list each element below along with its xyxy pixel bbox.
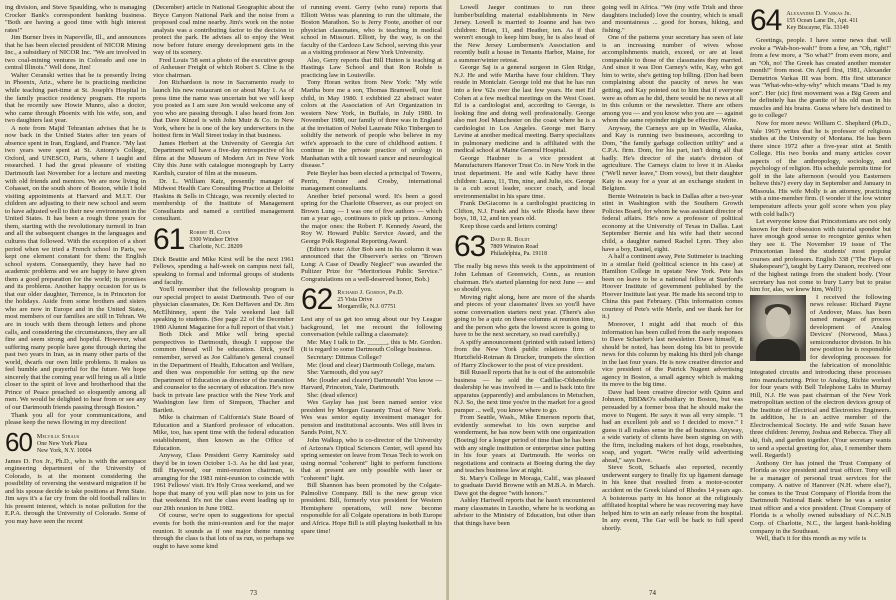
paragraph: John Walkup, who is co-director of the University of Arizona's Optical Sciences Center, will spend his spring semester on leave from Texas Tech to work on using normal "coherent" light to perform functions that at present are only possible with laser or "coherent" light.	[301, 436, 442, 482]
paragraph: One of the patterns your secretary has seen of late is an increasing number of wives whose accomplishments match, exceed, or are at least comparable to those of the classmates they married. And since it was Don Carney's wife, Kay, who got him to write, she's getting top billing. (Don had been complaining about the paucity of news he was getting, and Kay pointed out to him that if everyone were as often as he did, there would be no news at all in this column or the newsletter. There are others among you — and you know who you are — against whom the same rejoinder might be effective. Write.	[602, 34, 743, 125]
paragraph: Dave had been creative director with Quinn and Johnson, BBD&O's subsidiary in Boston, but was persuaded by a former boss that he should make the move to Nugent. He says it was all very simple. "I had an excellent job and so I decided to move." I guess it all makes sense in the ad business. Anyway, a wide variety of clients have been signing on with the firm, including makers of hot dogs, rosebushes, soap, and yogurt. "We're really wild advertising ahead," says Dave.	[602, 388, 743, 464]
address-line: 155 Ocean Lane Dr., Apt. 411	[786, 18, 859, 24]
address-line: 7809 Winston Road	[490, 244, 539, 251]
paragraph: of running event. Gerry (who runs) reports that Elliott Weiss was planning to run the ultimate, the Boston Marathon. So is Jerry Foote, another of our physician classmates, who is teaching in medical school in Missouri. Elliott, by the way, is on the faculty of the Cardozo Law School, serving this year as a visiting professor at New York University.	[301, 4, 442, 57]
secretary-name: David R. Boldt	[490, 237, 531, 244]
paragraph: Keep those cards and letters coming!	[460, 222, 558, 230]
class-year-number: 64	[750, 4, 782, 37]
dialogue-line: She: Yarmouth, did you say?	[307, 369, 383, 377]
class-secretary-address	[189, 230, 242, 251]
paragraph: James Herbert at the University of Georgia Art Department will have a five-day retrospective of his films at the Museum of Modern Art in New York City this June with catalogue monograph by Larry Kardish, curator of film at the museum.	[153, 139, 294, 178]
photo-face	[766, 307, 790, 337]
address-line: Charlotte, N.C. 28209	[189, 243, 243, 250]
paragraph: Jim Burner lives in Naperville, Ill., and announces that he has been elected president of NICOR Mining Inc., a subsidiary of NICOR Inc. "We are involved in two coal-mining ventures in Colorado and one in central Illinois." Well done, Jim!	[5, 34, 146, 72]
paragraph: Tony Horan writes from New York: "My wife Martha bore me a son, Thomas Bramwell, our first child, in May 1980. I exhibited 22 abstract water colors at the Association of Art Organization in western New York, in Buffalo, in July 1980. In November 1980, our family of three was in England at the invitation of Nobel Laureate Niko Tinbergen to solidify the network of people who believe in my wife's approach to the cure of childhood autism. I continue in the private practice of urology in Manhattan with a tilt toward cancer and neurological disease."	[301, 79, 442, 170]
paragraph: Both Dick and Mike will bring special perspectives to Dartmouth, though I suppose the common thread will be education. Dick, you'll remember, served as Joe Califano's general counsel in the Department of Health, Education and Welfare, and then was responsible for setting up the new Department of Education as director of the transition and counselor to the secretary of education. He's now back in private law practice with the New York and Washington law firm of Simpson, Thacher and Bartlett.	[153, 331, 294, 414]
column-4	[454, 4, 595, 586]
class-year-number: 63	[454, 230, 486, 264]
paragraph: Steve Scott, Schaefs also reported, recently underwent surgery to finally fix up ligament damage in his knee that resulted from a motor-scooter accident on the Greek island of Rhodes 14 years ago. A boisterous party in his honor at the religiously affiliated hospital where he was recovering may have helped him to win an early release from the hospital. In any event, The Gar will be back to full speed shortly.	[602, 464, 743, 532]
class-heading-61	[153, 222, 294, 256]
paragraph: George Haubner is a vice president at Manufacturers Hanover Trust Co. in New York in the trust department. He and wife Kathy have three children: Laura, 11, Tim, nine, and Julie, six. George is a cub scout leader, soccer coach, and local environmentalist in his spare time.	[454, 154, 595, 200]
class-secretary-address	[337, 290, 403, 311]
paragraph: Mike is chairman of California's State Board of Education and a Stanford professor of education. Mike, too, has spent time with the federal education establishment, then known as the Office of Education.	[153, 414, 294, 452]
paragraph: Fred Louis '58 sent a photo of the executive group of Anheuser Freight of which Robert S. Cline is the vice chairman.	[153, 56, 294, 79]
address-line: New York, N.Y. 10004	[36, 447, 92, 454]
address-line: 3300 Windsor Drive	[189, 236, 239, 243]
paragraph: Walter Ceranski writes that he is presently living in Phoenix, Ariz., where he is practicing medicine while teaching part-time at St. Joseph's Hospital in the family practice residency program. He reports that he recently saw Howie Munro, also a doctor, who came through Phoenix with his wife, son, and two daughters last year.	[5, 71, 146, 125]
paragraph: Greetings, people. I have some news that will evoke a "Wah-hoo-wah!" from a few, an "Oh, right!" from a few more, a "So what?" from even more, and an "Oh, no! The Greek has created another monster month!" from most. On April first, 1981, Alexander Demetrios Varkas III was born. His first utterance was "What-who-why-why" which means "Dad is my son". Her (sic) first movement was a Big Green and he definitely has the granite of his old man in his muscles and his brains. Guess where he's destined to go to college?	[750, 37, 891, 120]
address-line: One New York Plaza	[36, 440, 88, 447]
paragraph: Lest any of us get too smug about our Ivy League background, let me recount the following conversation (while calling a classmate):	[301, 316, 442, 339]
paragraph: A note from Majid Tehranian advises that he is now back in the United States after ten years of absence spent in Iran, England, and France. "My last two years were spent at St. Antony's College, Oxford, and UNESCO, Paris, where I taught and researched. I had the great pleasure of visiting Dartmouth last November for a lecture and meeting with old friends and mentors. We are now living in Cohasset, on the south shore of Boston, while I hold visiting appointments at Harvard and M.I.T. Our children are adjusting to their new school and seem to have adjusted well to their new environment in the United States. It has been a rough three years for them, starting with the revolutionary turmoil in Iran and all the subsequent changes in the languages and cultures that followed. With the exception of a short period when we tried a French school in Paris, we kept one element constant for them: the English school system. Consequently, they have had no academic problems and we are happy to have given them a good preparation for the world; its promises and its problems. Another happy occasion for us is that our older daughter, Terrence, is in Princeton for the holidays. Aside from some brothers and sisters who are now in Europe and in the United States, most members of our families are still in Tehran. We are in touch with them through letters and phone calls, and considering the circumstances, they are all fine and seem strong and hopeful. However, what suffering many people have gone through during the past two years in Iran, as in many other parts of the world, dwarfs our own little problems. It makes us feel humble and prayerful for the future. We hope sincerely that the coming year will bring us all a little closer to the spirit of love and brotherhood that the Prince of Peace preached so eloquently among all men. We would be delighted to hear from or see any of our Dartmouth friends passing through Boston."	[5, 124, 146, 411]
paragraph: Well, that's it for this month as my wife is	[756, 535, 867, 543]
class-heading-60	[5, 426, 146, 457]
secretary-name: Richard J. Gordon, Ph.D.	[337, 290, 404, 297]
paragraph: Anyway, the Carneys are up in Wasilla, Alaska, and Kay is running two businesses, according to Dom, "the family garbage collection utility" and a C.P.A. firm. Dom, for his part, isn't doing all that badly. He's director of the state's division of agriculture. The Carneys claim to love it in Alaska ("We'll never leave," Dom vows), but their daughter Katy is away for a year at an exchange student in Belgium.	[602, 124, 743, 193]
paragraph: The really big news this week is the appointment of John Lehman of Greenwich, Conn., as reunion chairman. He's started planning for next June — and so should you.	[454, 263, 595, 294]
class-heading-63	[454, 230, 595, 264]
dialogue-line: Me: (loud and clear) Dartmouth College, ma'am.	[307, 361, 436, 369]
column-5	[602, 4, 743, 586]
paragraph: Bill Shannon has been promoted by the Colgate-Palmolive Company. Bill is the new group vice president. Bill, formerly vice president for Western Hemisphere operations, will now become responsible for all Colgate operations in both Europe and Africa. Hope Bill is still playing basketball in his spare time!	[301, 482, 442, 535]
paragraph: George Saj is a general surgeon in Glen Ridge, N.J. He and wife Martha have four children. They reside in Montclair. George told me that he has run into a few '62s over the last few years. He met Ed Cohen at a few medical meetings on the West Coast. Ed is a cardiologist and, according to George, is looking fine and doing well professionally. George also met Joel Manchester on the coast where he is a cardiologist in Los Angeles. George met Barry Levine at another medical meeting. Barry specializes in pulmonary medicine and is affiliated with the medical school at Maine General Hospital.	[454, 64, 595, 155]
paragraph: Frank DeGiacomo is a cardiologist practicing in Clifton, N.J. Frank and his wife Rhoda have three boys, 18, 12, and ten years old.	[454, 200, 595, 223]
class-secretary-address	[37, 434, 92, 455]
paragraph: Moving right along, here are more of the shards and pieces of your classmates' lives so you'll have some conversation starters next year. (There's also going to be a quiz on these columns at reunion time, and the person who gets the lowest score is going to have to be the next secretary, so read carefully.)	[454, 293, 595, 339]
class-year-number: 60	[5, 426, 32, 457]
paragraph: Pete Beyler has been elected a principal of Towers, Perrin, Forster and Crosby, international management consultants.	[301, 170, 442, 193]
address-line: Morganville, N.J. 07751	[337, 304, 397, 311]
paragraph: From Seattle, Wash., Mike Emerson reports that, evidently somewhat to his own surprise and wonderment, he has now been with one organization (Boeing) for a longer period of time than he has been with any single institution or enterprise since putting in his four years at Dartmouth. He works on negotiations and contracts at Boeing during the day and teaches business law at night.	[454, 414, 595, 475]
paragraph: Another brief personal word. It's been a good spring for the Charlotte Observer, as our project on Brown Lung — I was one of five authors — which ran a year ago, continues to pick up prizes. Among the major ones: the Robert F. Kennedy Award, the Roy W. Howard Public Service Award, and the George Polk Regional Reporting Award.	[301, 192, 442, 245]
paragraph: James D. Fox Jr., Ph.D., who is with the aerospace engineering department of the University of Colorado, is at the moment considering the possibility of reversing the westward migration if he and his spouse decide to take positions at Penn State. Jim says it's a far cry from the old football rallies to his present interest, which is noise pollution for the E.P.A. through the University of Colorado. Some of you may have seen the recent	[5, 457, 146, 525]
class-heading-62	[301, 283, 442, 317]
col1-text	[5, 4, 146, 427]
paragraph: Now for more news: William C. Shepherd (Ph.D., Yale 1967) writes that he is professor of religious studies at the University of Montana. He has been there since 1972 after a five-year stint at Smith College. His two books and many articles cover aspects of the anthropology, sociology, and psychology of religion. His schedule permits time for golf in the late afternoon (would you Easterners believe this?) every day in September and January in Missoula. His wife Molly is an attorney, practicing with a nine-member firm. (I wonder if the low winter temperature affects your golf score when you play with cold balls?)	[750, 120, 891, 218]
paragraph: St. Mary's College in Moraga, Calif., was pleased to graduate David Browne with an M.B.A. in March. Dave got the degree "with honors."	[454, 474, 595, 497]
paragraph: You'll remember that the fellowship program is our special project to assist Dartmouth. Two of our physician classmates, Dr. Ken DeHaven and Dr. Jim McElhinney, spent the Yale weekend last fall speaking to students. (See page 22 of the December 1980 Alumni Magazine for a full report of that visit.)	[153, 286, 294, 331]
paragraph: A spiffy announcement (printed with raised letters) from the New York public relations firm of Hurtzfield-Rotman & Drucker, trumpets the election of Harry Zlockower to the post of vice president.	[454, 338, 595, 369]
address-line: Key Biscayne, Fla. 33149	[786, 25, 849, 31]
paragraph: going well in Africa. "We (my wife Trish and three daughters included) love the country, which is small and mountainous ... good for horses, hiking, and fishing."	[602, 4, 743, 34]
paragraph: ing division, and Steve Spaulding, who is managing Crocker Bank's correspondent banking business. "Both are having a good time with high interest rates!"	[5, 4, 146, 34]
paragraph: I received the following news release: Richard Payne of Andover, Mass. has been named manager of process development of Analog Devices' (Norwood, Mass.) semiconductor division. In his new position he is responsible for developing processes for the fabrication of monolithic integrated circuits and introducing these processes into manufacturing. Prior to Analog, Richie worked for four years with Bell Telephone Labs in Murray Hill, N.J. He was past chairman of the New York metropolitan section of the electron devices group of the Institute of Electrical and Electronics Engineers. In addition, he is an active member of the Electrochemical Society. He and wife Susan have three children: Jeremy, Joshua and Rebecca. They all ski, fish, and garden together. (Your secretary wants to send a special greeting for, alas, I remember them well. Regards!)	[750, 293, 891, 460]
paragraph: Also, Gerry reports that Bill Hutton is teaching at Hastings Law School and that Ron Rohde is practicing law in Louisville.	[301, 56, 442, 79]
paragraph: Let everyone know that Princetonians are not only known for their obsession with tutorial spondor but have enough good sense to recognize genius when they see it. The November 19 issue of The Princetonian listed the students' most popular courses and professors. English 338 ("The Plays of Shakespeare"), taught by Larry Danson, received one of the highest ratings from the student body. (Your secretary has not come to bury Larry but to praise him for, alas, we knew him, Well!)	[750, 218, 891, 294]
class-year-number: 62	[301, 283, 333, 317]
dialogue-line: Me: May I talk to Dr. ______, this is Mr. Gordon. (It is regard to some Dartmouth College business.	[301, 338, 442, 354]
class-year-number: 61	[153, 222, 185, 256]
column-2	[153, 4, 294, 586]
paragraph: Bill Russell reports that he is out of the automobile business — he sold the Cadillac-Oldsmobile dealership he was involved in — and is back into fire apparatus (apparently) and ambulances in Metuchen, N.J. So, the next time you're in the market for a good pumper ... well, you know where to go.	[454, 369, 595, 414]
paragraph: Thank you all for your communications, and please keep the news flowing in my direction!	[5, 411, 146, 427]
column-3	[301, 4, 442, 586]
dialogue-line: Secretary: Dittmus College?	[307, 353, 382, 361]
secretary-name: Melville Straus	[36, 433, 80, 440]
paragraph: Jon Richardson is now in Sacramento ready to launch his new restaurant on or about May 1. As of press time the name was uncertain but we will keep you posted as I am sure Jon would welcome any of you who are passing through. I also heard from Jon that Dave Kinzel is with John Muir & Co. in New York, where he is one of the key underwriters in the hottest firm in Wall Street today in that business.	[153, 79, 294, 140]
column-1	[5, 4, 146, 586]
paragraph: Of course, we're open to suggestions for special events for both the mini-reunion and for the major reunion. It sounds as if one major theme running through the class is that lots of us run, so perhaps we ought to have some kind	[153, 512, 294, 550]
column-6	[750, 4, 891, 586]
class-secretary-address	[786, 11, 858, 32]
portrait-block	[750, 294, 891, 460]
secretary-name: Alexander D. Varkas Jr.	[786, 11, 852, 17]
portrait-photo	[750, 295, 806, 361]
paragraph: A half a continent away, Pete Suttmeier is teaching in a similar field (political science in his case) at Hamilton College in upstate New York. Pete has been on leave to be a national fellow at Stanford's Hoover Institute of government published by the Hoover Institute last year. He made his second trip to China this past February. (This information comes courtesy of Pete's wife Merle, and we thank her for it.)	[602, 253, 743, 321]
paragraph: (December) article in National Geographic about the Bryce Canyon National Park and the noise from a proposed coal mine nearby. Jim's work on the noise analysis was a contributing factor to the decision to protect the park. He advises all to enjoy the West now before future energy development gets in the way of its scenery.	[153, 4, 294, 57]
photo-suit	[756, 339, 800, 361]
class-secretary-address	[490, 237, 547, 258]
dialogue-line: She: (dead silence)	[307, 391, 358, 399]
address-line: 25 Vista Drive	[337, 297, 373, 304]
page-number: 73	[250, 589, 257, 597]
right-page	[449, 0, 896, 600]
class-heading-64	[750, 4, 891, 37]
paragraph: Anyway, Class President Gerry Kaminsky said they'd be in town October 1-3. As he did last year, Bill Haywood, our mini-reunion chairman, is arranging for the 1981 mini-reunion to coincide with 1961 Fellows' visit. It's Holy Cross weekend, and we hope that many of you will plan now to join us for that weekend. It's not the class event leading up to our 20th reunion in June 1982.	[153, 452, 294, 512]
secretary-name: Robert H. Conn	[189, 229, 231, 236]
dialogue-line: Me: (louder and clearer) Dartmouth! You know — Harvard, Princeton, Yale, Dartmouth.	[301, 376, 442, 392]
paragraph: Dr. L. William Katz, presently manager of Midwest Health Care Consulting Practice at Deloitte Haskins & Sells in Chicago, was recently elected to membership of the Institute of Management Consultants and named a certified management consultant.	[153, 177, 294, 223]
paragraph: Bernie Weinstein is back in Dallas after a two-year stint in Washington with the Southern Growth Policies Board, for whom he was assistant director of federal affairs. He's now a professor of political economy at the University of Texas in Dallas. Last September Bernie and his wife had their second child, a daughter named Rachel Lynn. They also have a boy, Daniel, eight.	[602, 192, 743, 253]
paragraph: (Editor's note: After Bob sent in his column it was announced that the Observer's series on "Brown Lung: A Case of Deadly Neglect" was awarded the Pulitzer Prize for "Meritorious Public Service." Congratulations on a well-deserved honor, Bob.)	[301, 245, 442, 283]
paragraph: Anthony Orr has joined the Trust Company of Florida as vice president and trust officer. Tony will be a manager of personal trust services for the company. A native of Hanover (N.H. where else?), he comes to the Trust Company of Florida from the Dartmouth National Bank where he was a senior trust officer and a vice president. (Trust Company of Florida is a wholly owned subsidiary of N.C.N.B Corp. of Charlotte, N.C., the largest bank-holding company in the Southeast.	[750, 459, 891, 535]
left-page	[0, 0, 447, 600]
paragraph: Lowell Jaeger continues to run three lumber/building material establishments in New Jersey. Lowell is married to Joanne and has two children: Brian, 11, and Heather, ten. As if that weren't enough to keep him busy, he is also head of the New Jersey Lumbermen's Association and recently built a house in Tenants Harbor, Maine, for a summer/winter retreat.	[454, 4, 595, 64]
page-number: 74	[649, 589, 656, 597]
paragraph: Moreover, I might add that much of this information has been culled from the early responses to Dave Schaefer's last newsletter. Dave himself, it should be noted, has been doing his bit to provide news for this column by making his third job change in the last four years. He is now creative director and vice president of the Patrick Nugent advertising agency in Boston, a small agency which is making its move to the big time.	[602, 320, 743, 389]
address-line: Philadelphia, Pa. 19118	[490, 251, 548, 258]
paragraph: Wes Gaylay has just been named senior vice president by Morgan Guaranty Trust of New York. Wes was senior equity investment manager for pension and institutional accounts. Wes still lives in Sands Point, N.Y.	[301, 399, 442, 437]
paragraph: Ashley Hartwell reports that he hasn't encountered many classmates in Lesotho, where he is working as advisor to the Ministry of Education, but other than that things have been	[454, 497, 595, 527]
paragraph: Dick Beattie and Mike Kirst will be the next 1961 Fellows, spending a half-week on campus next fall, speaking to formal and informal groups of students and faculty.	[153, 255, 294, 286]
